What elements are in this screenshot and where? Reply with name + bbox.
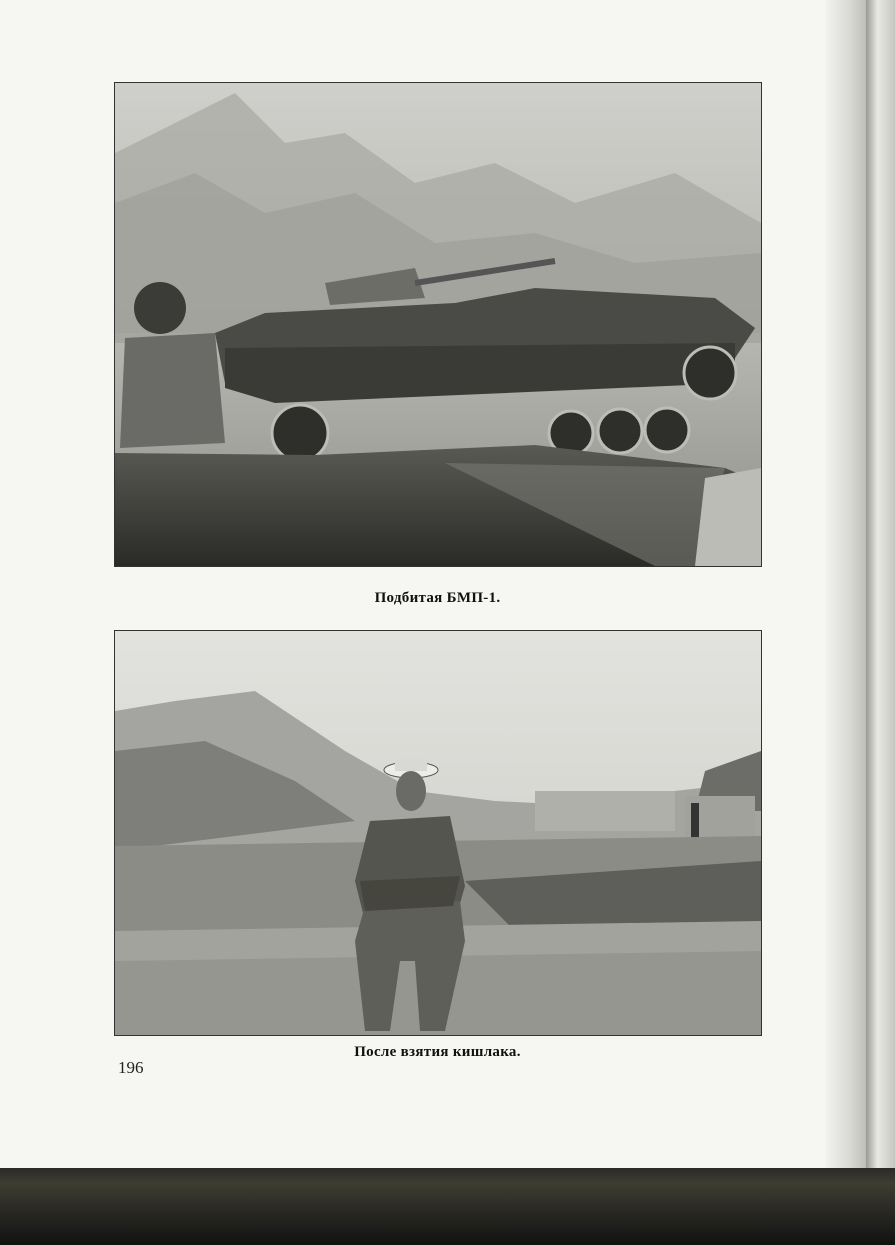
photo1-caption: Подбитая БМП-1. [374,590,501,606]
page-number: 196 [118,1058,144,1077]
page-edge [866,0,895,1180]
photo-soldier-village [114,630,762,1036]
background-surface [0,1168,895,1245]
photo2-caption: После взятия кишлака. [354,1044,521,1060]
photo-damaged-bmp [114,82,762,567]
